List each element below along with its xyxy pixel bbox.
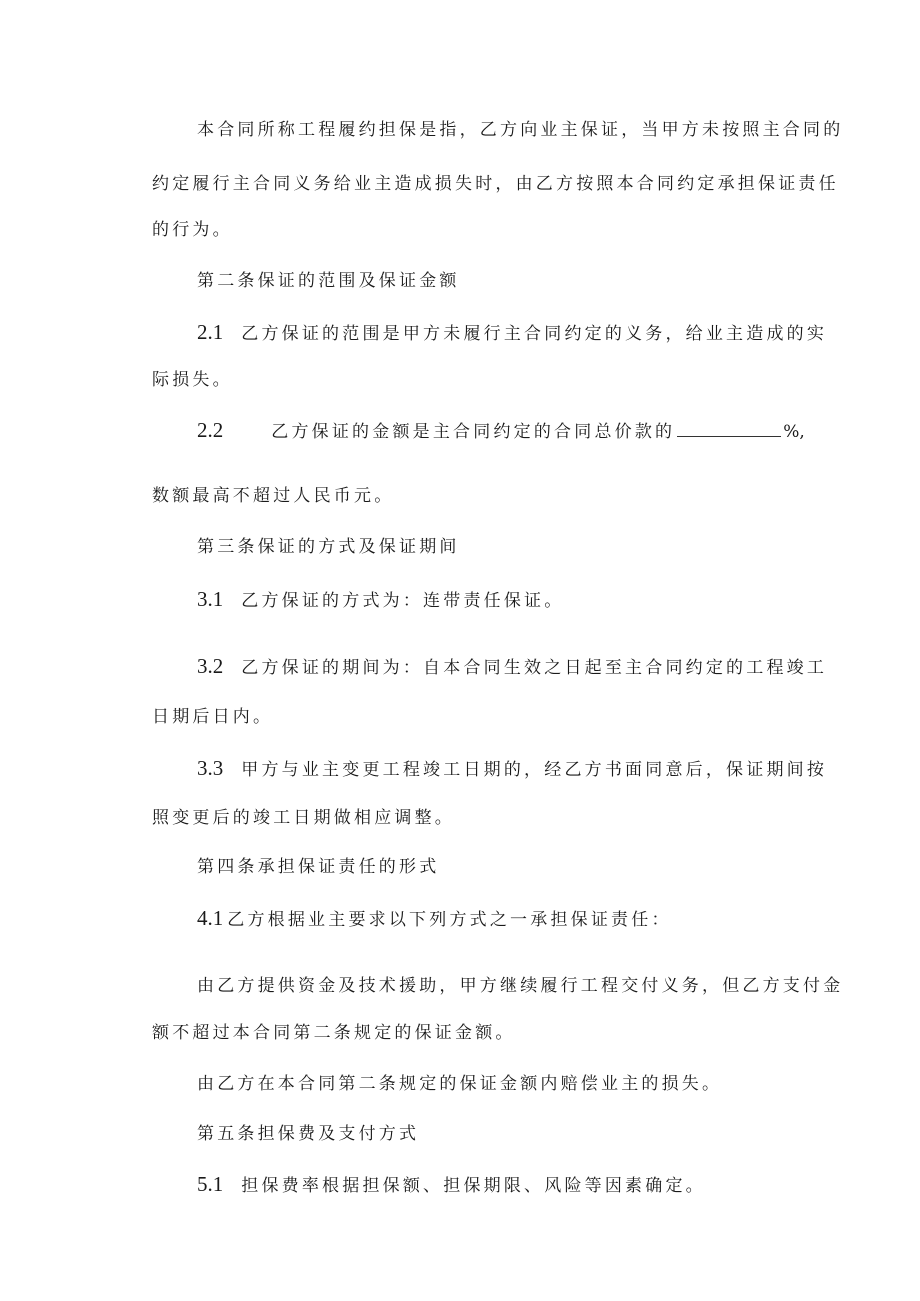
paragraph-line: 由乙方在本合同第二条规定的保证金额内赔偿业主的损失。 <box>197 1074 723 1094</box>
clause-number: 2.2 <box>197 418 224 442</box>
clause-text: 担保费率根据担保额、担保期限、风险等因素确定。 <box>241 1176 706 1196</box>
clause-2-1 <box>197 320 827 346</box>
clause-text: 乙方保证的方式为：连带责任保证。 <box>241 591 565 611</box>
clause-text: 乙方保证的金额是主合同约定的合同总价款的 <box>271 422 676 442</box>
article-heading: 第三条保证的方式及保证期间 <box>197 537 460 557</box>
clause-text: 乙方保证的期间为：自本合同生效之日起至主合同约定的工程竣工 <box>241 658 828 678</box>
clause-3-2 <box>197 654 827 680</box>
paragraph-line: 数额最高不超过人民币元。 <box>152 486 395 506</box>
paragraph-line: 日期后日内。 <box>152 707 274 727</box>
clause-text: 乙方根据业主要求以下列方式之一承担保证责任： <box>227 910 672 930</box>
article-heading: 第二条保证的范围及保证金额 <box>197 271 460 291</box>
clause-number: 5.1 <box>197 1172 224 1196</box>
paragraph-line: 本合同所称工程履约担保是指，乙方向业主保证，当甲方未按照主合同的 <box>197 120 844 140</box>
amount-blank <box>677 419 781 437</box>
clause-5-1 <box>197 1172 706 1198</box>
percent-suffix: %, <box>783 422 805 442</box>
clause-text: 乙方保证的范围是甲方未履行主合同约定的义务，给业主造成的实 <box>241 324 828 344</box>
article-heading: 第五条担保费及支付方式 <box>197 1124 420 1144</box>
clause-number: 2.1 <box>197 320 224 344</box>
paragraph-line: 照变更后的竣工日期做相应调整。 <box>152 808 455 828</box>
clause-number: 3.2 <box>197 654 224 678</box>
paragraph-line: 额不超过本合同第二条规定的保证金额。 <box>152 1023 516 1043</box>
clause-2-2 <box>197 418 805 444</box>
paragraph-line: 际损失。 <box>152 370 233 390</box>
clause-3-3 <box>197 756 827 782</box>
paragraph-line: 的行为。 <box>152 220 233 240</box>
clause-number: 3.1 <box>197 587 224 611</box>
clause-number: 3.3 <box>197 756 224 780</box>
paragraph-line: 由乙方提供资金及技术援助，甲方继续履行工程交付义务，但乙方支付金 <box>197 976 844 996</box>
clause-3-1 <box>197 587 564 613</box>
article-heading: 第四条承担保证责任的形式 <box>197 857 440 877</box>
clause-text: 甲方与业主变更工程竣工日期的，经乙方书面同意后，保证期间按 <box>241 760 828 780</box>
clause-4-1 <box>197 906 672 932</box>
clause-number: 4.1 <box>197 906 224 930</box>
paragraph-line: 约定履行主合同义务给业主造成损失时，由乙方按照本合同约定承担保证责任 <box>152 174 839 194</box>
